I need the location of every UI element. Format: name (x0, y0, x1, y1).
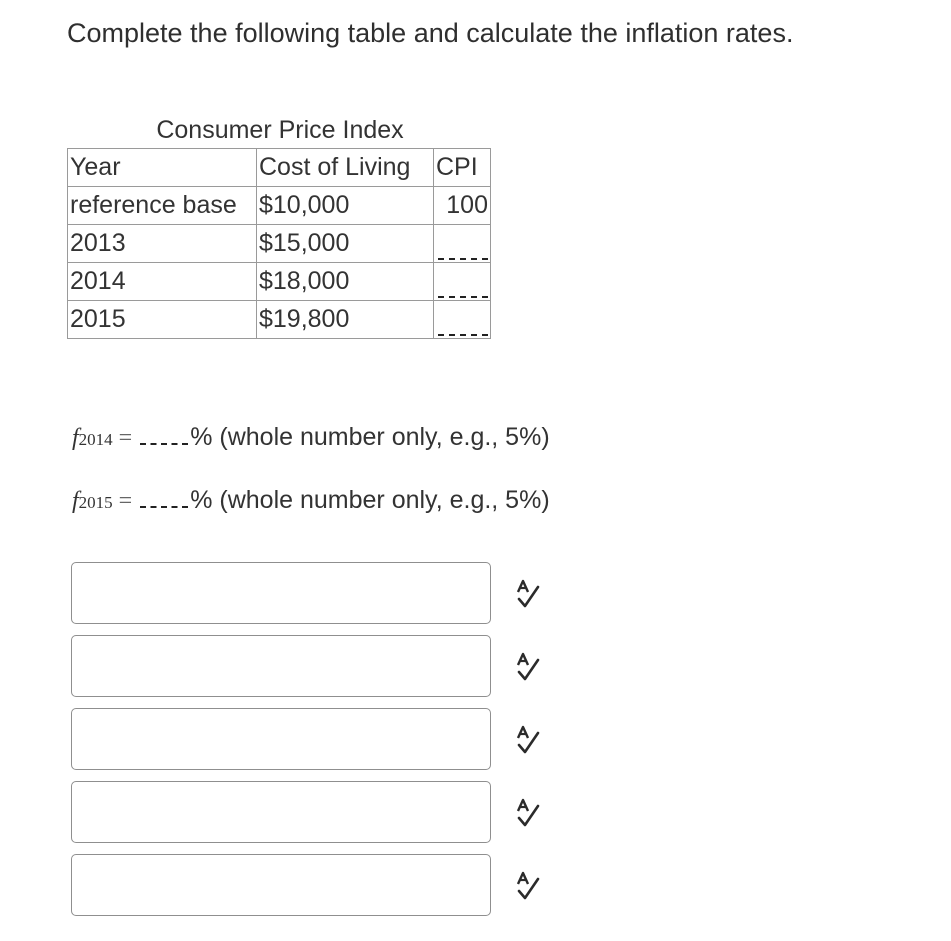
answer-blank (438, 324, 488, 336)
answer-blank (438, 286, 488, 298)
table-header-row (68, 149, 491, 187)
formula-symbol: f (72, 488, 79, 514)
year-cell: 2014 (68, 263, 257, 301)
cpi-blank-cell (434, 225, 491, 263)
cost-cell: $19,800 (257, 301, 434, 339)
answer-row (71, 781, 591, 845)
year-cell: 2013 (68, 225, 257, 263)
answer-input-4[interactable] (71, 781, 491, 843)
formula-suffix: % (whole number only, e.g., 5%) (190, 423, 550, 451)
answer-row (71, 562, 591, 626)
answer-blank (438, 248, 488, 260)
cpi-blank-cell (434, 301, 491, 339)
spell-check-icon[interactable] (511, 651, 545, 683)
answer-input-3[interactable] (71, 708, 491, 770)
spell-check-icon[interactable] (511, 797, 545, 829)
spell-check-icon[interactable] (511, 578, 545, 610)
answer-input-5[interactable] (71, 854, 491, 916)
answer-input-2[interactable] (71, 635, 491, 697)
formula-subscript: 2015 (78, 493, 113, 512)
cpi-table (67, 148, 491, 339)
cost-cell: $15,000 (257, 225, 434, 263)
cpi-blank-cell (434, 263, 491, 301)
formula-suffix: % (whole number only, e.g., 5%) (190, 486, 550, 514)
formula-symbol: f (72, 425, 79, 451)
formula-subscript: 2014 (78, 430, 113, 449)
formula-f2014 (72, 423, 550, 452)
header-cpi: CPI (434, 149, 491, 187)
answer-blank (140, 488, 188, 508)
year-cell: reference base (68, 187, 257, 225)
formula-equals: = (118, 425, 133, 451)
table-row (68, 225, 491, 263)
answer-row (71, 635, 591, 699)
answer-row (71, 854, 591, 918)
cost-cell: $10,000 (257, 187, 434, 225)
formula-f2015 (72, 486, 550, 515)
cost-cell: $18,000 (257, 263, 434, 301)
question-text: Complete the following table and calculate the inflation rates. (67, 18, 794, 48)
table-row (68, 263, 491, 301)
formula-equals: = (118, 488, 133, 514)
answer-blank (140, 425, 188, 445)
table-row (68, 187, 491, 225)
year-cell: 2015 (68, 301, 257, 339)
table-caption: Consumer Price Index (156, 116, 404, 144)
spell-check-icon[interactable] (511, 724, 545, 756)
spell-check-icon[interactable] (511, 870, 545, 902)
answer-input-1[interactable] (71, 562, 491, 624)
cpi-cell: 100 (434, 187, 491, 225)
header-cost-of-living: Cost of Living (257, 149, 434, 187)
answer-row (71, 708, 591, 772)
header-year: Year (68, 149, 257, 187)
table-row (68, 301, 491, 339)
